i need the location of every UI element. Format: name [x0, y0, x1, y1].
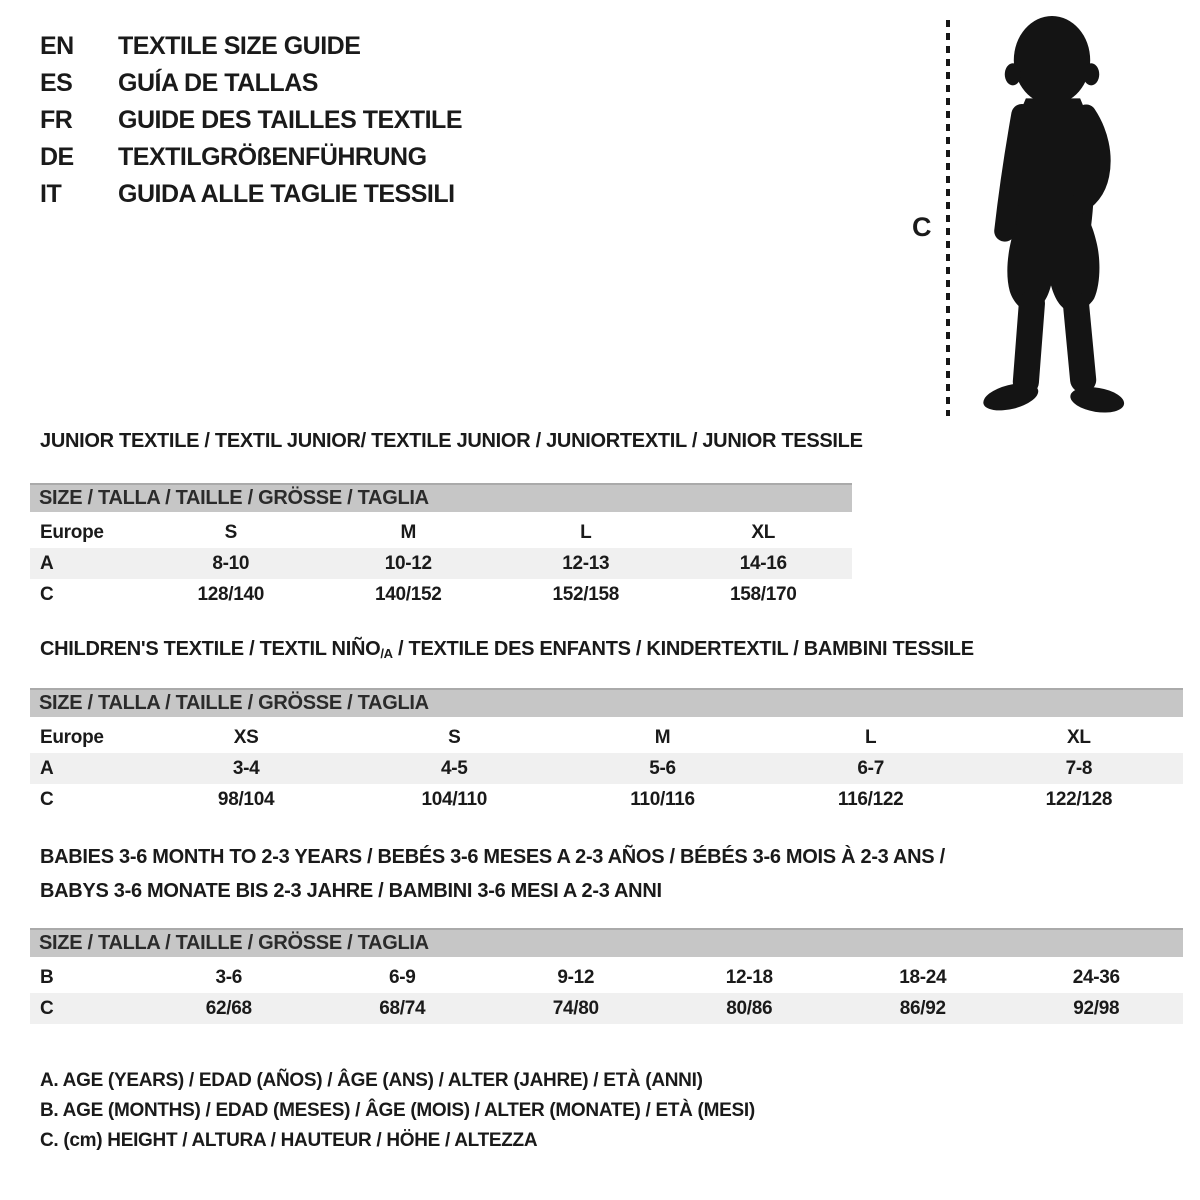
language-code: DE [40, 143, 74, 171]
size-col-header: M [400, 521, 417, 543]
region-label: Europe [40, 726, 104, 748]
table-cell: 10-12 [384, 552, 432, 574]
junior-size-header-bar: SIZE / TALLA / TAILLE / GRÖSSE / TAGLIA [30, 483, 852, 512]
table-cell: 5-6 [649, 757, 676, 779]
language-code: EN [40, 32, 74, 60]
language-title: GUIDA ALLE TAGLIE TESSILI [118, 180, 455, 208]
language-code: FR [40, 106, 73, 134]
babies-size-table [30, 928, 1183, 1024]
language-title: GUIDE DES TAILLES TEXTILE [118, 106, 463, 134]
size-col-header: L [865, 726, 877, 748]
language-title: TEXTILGRÖßENFÜHRUNG [118, 143, 427, 171]
size-col-header: XL [751, 521, 776, 543]
babies-heading-line2: BABYS 3-6 MONATE BIS 2-3 JAHRE / BAMBINI 3-6 MESI A 2-3 ANNI [40, 880, 662, 902]
children-size-row [30, 722, 1183, 753]
height-measure-label: C [912, 212, 932, 242]
children-size-header-bar: SIZE / TALLA / TAILLE / GRÖSSE / TAGLIA [30, 688, 1183, 717]
row-label: C [40, 997, 54, 1019]
children-section-heading [40, 638, 974, 661]
language-title: GUÍA DE TALLAS [118, 69, 318, 97]
table-cell: 80/86 [726, 997, 773, 1019]
table-cell: 74/80 [552, 997, 599, 1019]
children-row-c [30, 784, 1183, 815]
children-row-a [30, 753, 1183, 784]
size-col-header: L [580, 521, 592, 543]
table-cell: 104/110 [421, 788, 488, 810]
footnote-c: C. (cm) HEIGHT / ALTURA / HAUTEUR / HÖHE / ALTEZZA [40, 1130, 538, 1151]
table-cell: 122/128 [1045, 788, 1113, 810]
row-label: C [40, 788, 54, 810]
size-col-header: S [224, 521, 237, 543]
table-cell: 7-8 [1065, 757, 1093, 779]
language-row-en [40, 28, 462, 65]
language-list [40, 28, 462, 213]
size-col-header: S [448, 726, 461, 748]
table-cell: 3-6 [215, 966, 243, 988]
table-cell: 9-12 [557, 966, 595, 988]
size-col-header: M [654, 726, 671, 748]
table-cell: 86/92 [899, 997, 946, 1019]
table-cell: 110/116 [630, 788, 695, 810]
children-heading-text: CHILDREN'S TEXTILE / TEXTIL NIÑO [40, 638, 381, 660]
table-cell: 62/68 [205, 997, 252, 1019]
table-cell: 12-13 [562, 552, 610, 574]
table-cell: 14-16 [739, 552, 787, 574]
table-cell: 68/74 [379, 997, 426, 1019]
table-cell: 6-7 [857, 757, 884, 779]
size-col-header: XS [233, 726, 259, 748]
row-label: B [40, 966, 54, 988]
table-cell: 116/122 [837, 788, 904, 810]
children-heading-text: / TEXTILE DES ENFANTS / KINDERTEXTIL / BAMBINI TESSILE [392, 638, 974, 660]
babies-section-heading [40, 846, 945, 914]
row-label: A [40, 552, 54, 574]
language-code: IT [40, 180, 62, 208]
footnote-a: A. AGE (YEARS) / EDAD (AÑOS) / ÂGE (ANS) / ALTER (JAHRE) / ETÀ (ANNI) [40, 1070, 703, 1091]
table-cell: 24-36 [1072, 966, 1120, 988]
table-cell: 158/170 [729, 583, 797, 605]
table-cell: 18-24 [899, 966, 947, 988]
children-heading-subscript: /A [380, 646, 393, 661]
table-cell: 152/158 [552, 583, 620, 605]
language-row-fr [40, 102, 462, 139]
babies-heading-line1: BABIES 3-6 MONTH TO 2-3 YEARS / BEBÉS 3-6 MESES A 2-3 AÑOS / BÉBÉS 3-6 MOIS À 2-3 ANS / [40, 846, 945, 868]
table-cell: 92/98 [1073, 997, 1120, 1019]
babies-row-b [30, 962, 1183, 993]
language-row-it [40, 176, 462, 213]
language-row-de [40, 139, 462, 176]
size-col-header: XL [1067, 726, 1091, 748]
footnotes [40, 1070, 755, 1160]
row-label: C [40, 583, 54, 605]
table-cell: 3-4 [232, 757, 260, 779]
children-size-table [30, 688, 1183, 815]
table-cell: 4-5 [441, 757, 468, 779]
junior-row-c [30, 579, 852, 610]
babies-size-header-bar: SIZE / TALLA / TAILLE / GRÖSSE / TAGLIA [30, 928, 1183, 957]
table-cell: 6-9 [388, 966, 416, 988]
language-code: ES [40, 69, 73, 97]
junior-row-a [30, 548, 852, 579]
table-cell: 128/140 [197, 583, 265, 605]
row-label: A [40, 757, 54, 779]
babies-row-c [30, 993, 1183, 1024]
table-cell: 98/104 [217, 788, 275, 810]
junior-section-heading: JUNIOR TEXTILE / TEXTIL JUNIOR/ TEXTILE JUNIOR / JUNIORTEXTIL / JUNIOR TESSILE [40, 430, 863, 452]
table-cell: 12-18 [725, 966, 773, 988]
table-cell: 140/152 [374, 583, 442, 605]
junior-size-table [30, 483, 852, 610]
language-row-es [40, 65, 462, 102]
language-title: TEXTILE SIZE GUIDE [118, 32, 361, 60]
junior-size-row [30, 517, 852, 548]
region-label: Europe [40, 521, 104, 543]
table-cell: 8-10 [212, 552, 250, 574]
height-measure-line [946, 20, 950, 416]
toddler-silhouette [964, 14, 1140, 418]
footnote-b: B. AGE (MONTHS) / EDAD (MESES) / ÂGE (MOIS) / ALTER (MONATE) / ETÀ (MESI) [40, 1100, 755, 1121]
